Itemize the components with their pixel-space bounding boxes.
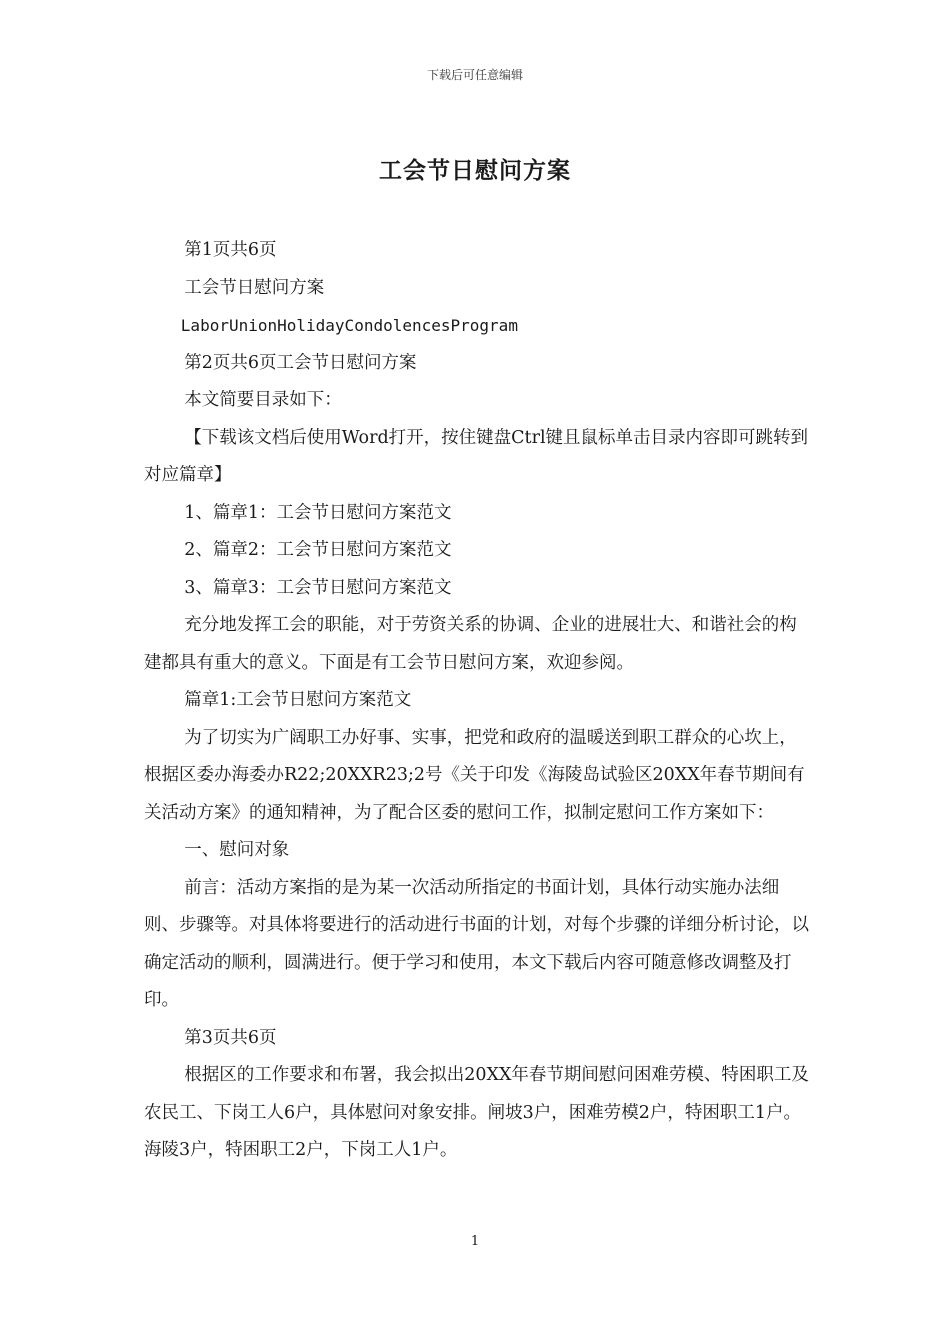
- chapter-heading: 篇章1:工会节日慰问方案范文: [184, 690, 412, 710]
- page-marker: 第3页共6页: [184, 1027, 277, 1048]
- toc-intro: 本文简要目录如下：: [184, 390, 342, 410]
- page-header-note: 下载后可任意编辑: [426, 68, 523, 82]
- toc-item-3[interactable]: 3、篇章3：工会节日慰问方案范文: [184, 577, 452, 598]
- document-title: 工会节日慰问方案: [379, 157, 571, 184]
- body-paragraph: 根据区的工作要求和布署，我会拟出20XX年春节期间慰问困难劳模、特困职工及农民工、下岗工人6户，具体慰问对象安排。闸坡3户，困难劳模2户，特困职工1户。海陵3户，特困职工2户，下岗工人1户。: [144, 1065, 809, 1160]
- intro-paragraph: 充分地发挥工会的职能，对于劳资关系的协调、企业的进展壮大、和谐社会的构建都具有重大的意义。下面是有工会节日慰问方案，欢迎参阅。: [144, 615, 797, 673]
- body-paragraph: 为了切实为广阔职工办好事、实事，把党和政府的温暖送到职工群众的心坎上，根据区委办海委办R22;20XXR23;2号《关于印发《海陵岛试验区20XX年春节期间有关活动方案》的通知精神，为了配合区委的慰问工作，拟制定慰问工作方案如下：: [144, 727, 805, 823]
- page-marker: 第2页共6页工会节日慰问方案: [184, 352, 417, 373]
- toc-item-2[interactable]: 2、篇章2：工会节日慰问方案范文: [184, 540, 452, 560]
- section-heading: 一、慰问对象: [184, 840, 290, 860]
- document-body: [144, 232, 810, 1170]
- page-marker: 第1页共6页: [184, 240, 277, 260]
- page-number: 1: [470, 1234, 480, 1249]
- toc-item-1[interactable]: 1、篇章1：工会节日慰问方案范文: [184, 502, 452, 523]
- body-paragraph: 前言：活动方案指的是为某一次活动所指定的书面计划，具体行动实施办法细则、步骤等。对具体将要进行的活动进行书面的计划，对每个步骤的详细分析讨论，以确定活动的顺利，圆满进行。便于学习和使用，本文下载后内容可随意修改调整及打印。: [144, 877, 809, 1010]
- toc-instruction: 【下载该文档后使用Word打开，按住键盘Ctrl键且鼠标单击目录内容即可跳转到对应篇章】: [144, 427, 809, 485]
- subtitle-cn: 工会节日慰问方案: [184, 277, 325, 298]
- subtitle-en: LaborUnionHolidayCondolencesProgram: [180, 316, 518, 335]
